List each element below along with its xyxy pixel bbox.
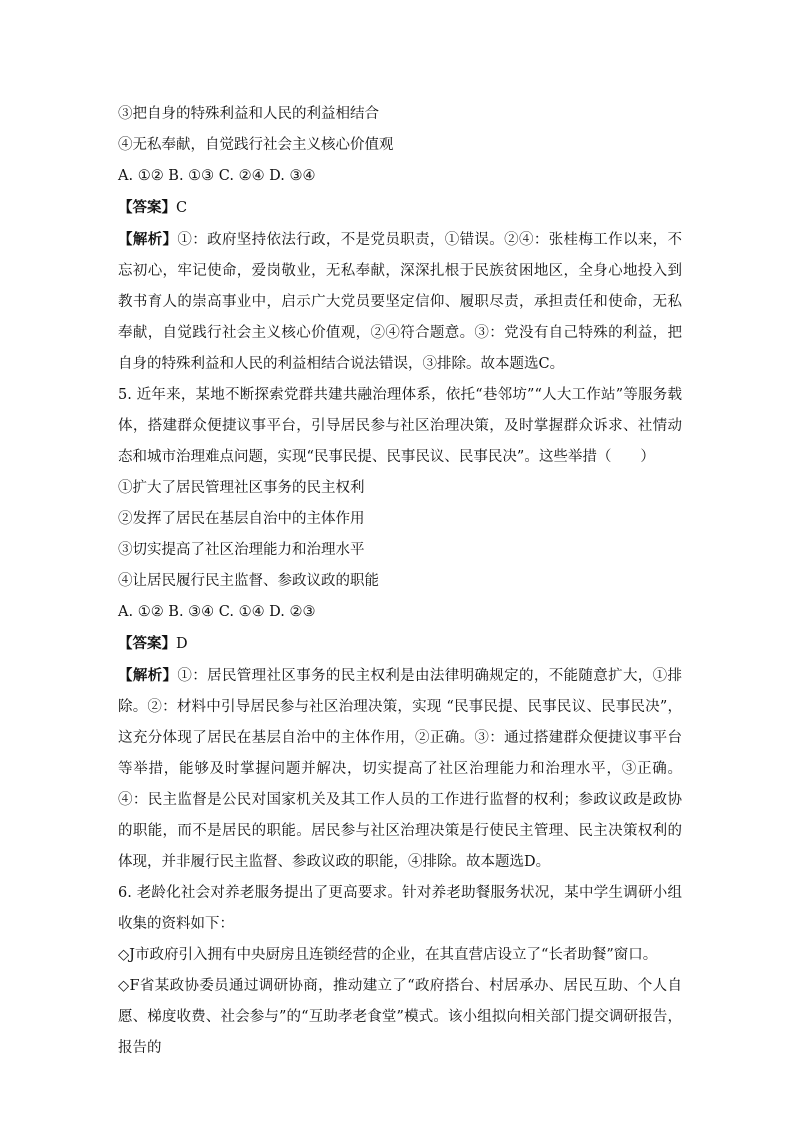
q5-analysis-text: ①：居民管理社区事务的民主权利是由法律明确规定的，不能随意扩大，①排除。②：材料中引导居民参与社区治理决策，实现 “民事民提、民事民议、民事民决”，这充分体现了居民在基层自治中的主体作用，②正确。③：通过搭建群众便捷议事平台等举措，能够及时掌握问题并解决，切实提高了社区治理能力和治理水平，③正确。④：民主监督是公民对国家机关及其工作人员的工作进行监督的权利；参政议政是政协的职能，而不是居民的职能。居民参与社区治理决策是行使民主管理、民主决策权利的体现，并非履行民主监督、参政议政的职能，④排除。故本题选D。	[118, 668, 682, 870]
q4-answer-tag: 【答案】	[118, 199, 176, 216]
q5-analysis	[118, 660, 682, 878]
q5-option-4: ④让居民履行民主监督、参政议政的职能	[118, 573, 379, 589]
q4-analysis	[118, 224, 682, 380]
q6-item-1: ◇J市政府引入拥有中央厨房且连锁经营的企业，在其直营店设立了“长者助餐”窗口。	[118, 947, 658, 963]
q4-choices: A. ①② B. ①③ C. ②④ D. ③④	[118, 168, 316, 184]
q5-answer	[118, 628, 682, 660]
q4-answer-value: C	[176, 200, 188, 216]
q4-analysis-tag: 【解析】	[118, 231, 178, 248]
q6-stem: 6. 老龄化社会对养老服务提出了更高要求。针对养老助餐服务状况，某中学生调研小组收集的资料如下：	[118, 885, 682, 932]
q6-item-2: ◇F省某政协委员通过调研协商，推动建立了“政府搭台、村居承办、居民互助、个人自愿、梯度收费、社会参与”的“互助孝老食堂”模式。该小组拟向相关部门提交调研报告，报告的	[118, 978, 682, 1056]
q5-analysis-tag: 【解析】	[118, 667, 178, 684]
q4-answer	[118, 192, 682, 224]
q4-option-4: ④无私奉献，自觉践行社会主义核心价值观	[118, 137, 394, 153]
q5-option-1: ①扩大了居民管理社区事务的民主权利	[118, 480, 365, 496]
q5-option-3: ③切实提高了社区治理能力和治理水平	[118, 542, 365, 558]
document-content	[118, 99, 682, 1064]
q5-answer-tag: 【答案】	[118, 635, 176, 652]
q5-stem: 5. 近年来，某地不断探索党群共建共融治理体系，依托“巷邻坊”“人大工作站”等服务载体，搭建群众便捷议事平台，引导居民参与社区治理决策，及时掌握群众诉求、社情动态和城市治理难点问题，实现“民事民提、民事民议、民事民决”。这些举措（ ）	[118, 387, 682, 465]
q4-analysis-text: ①：政府坚持依法行政，不是党员职责，①错误。②④：张桂梅工作以来，不忘初心，牢记使命，爱岗敬业，无私奉献，深深扎根于民族贫困地区，全身心地投入到教书育人的崇高事业中，启示广大党员要坚定信仰、履职尽责，承担责任和使命，无私奉献，自觉践行社会主义核心价值观，②④符合题意。③：党没有自己特殊的利益，把自身的特殊利益和人民的利益相结合说法错误，③排除。故本题选C。	[118, 232, 682, 372]
q5-answer-value: D	[176, 636, 188, 652]
q5-choices: A. ①② B. ③④ C. ①④ D. ②③	[118, 604, 316, 620]
q4-option-3: ③把自身的特殊利益和人民的利益相结合	[118, 106, 379, 122]
q5-option-2: ②发挥了居民在基层自治中的主体作用	[118, 511, 365, 527]
